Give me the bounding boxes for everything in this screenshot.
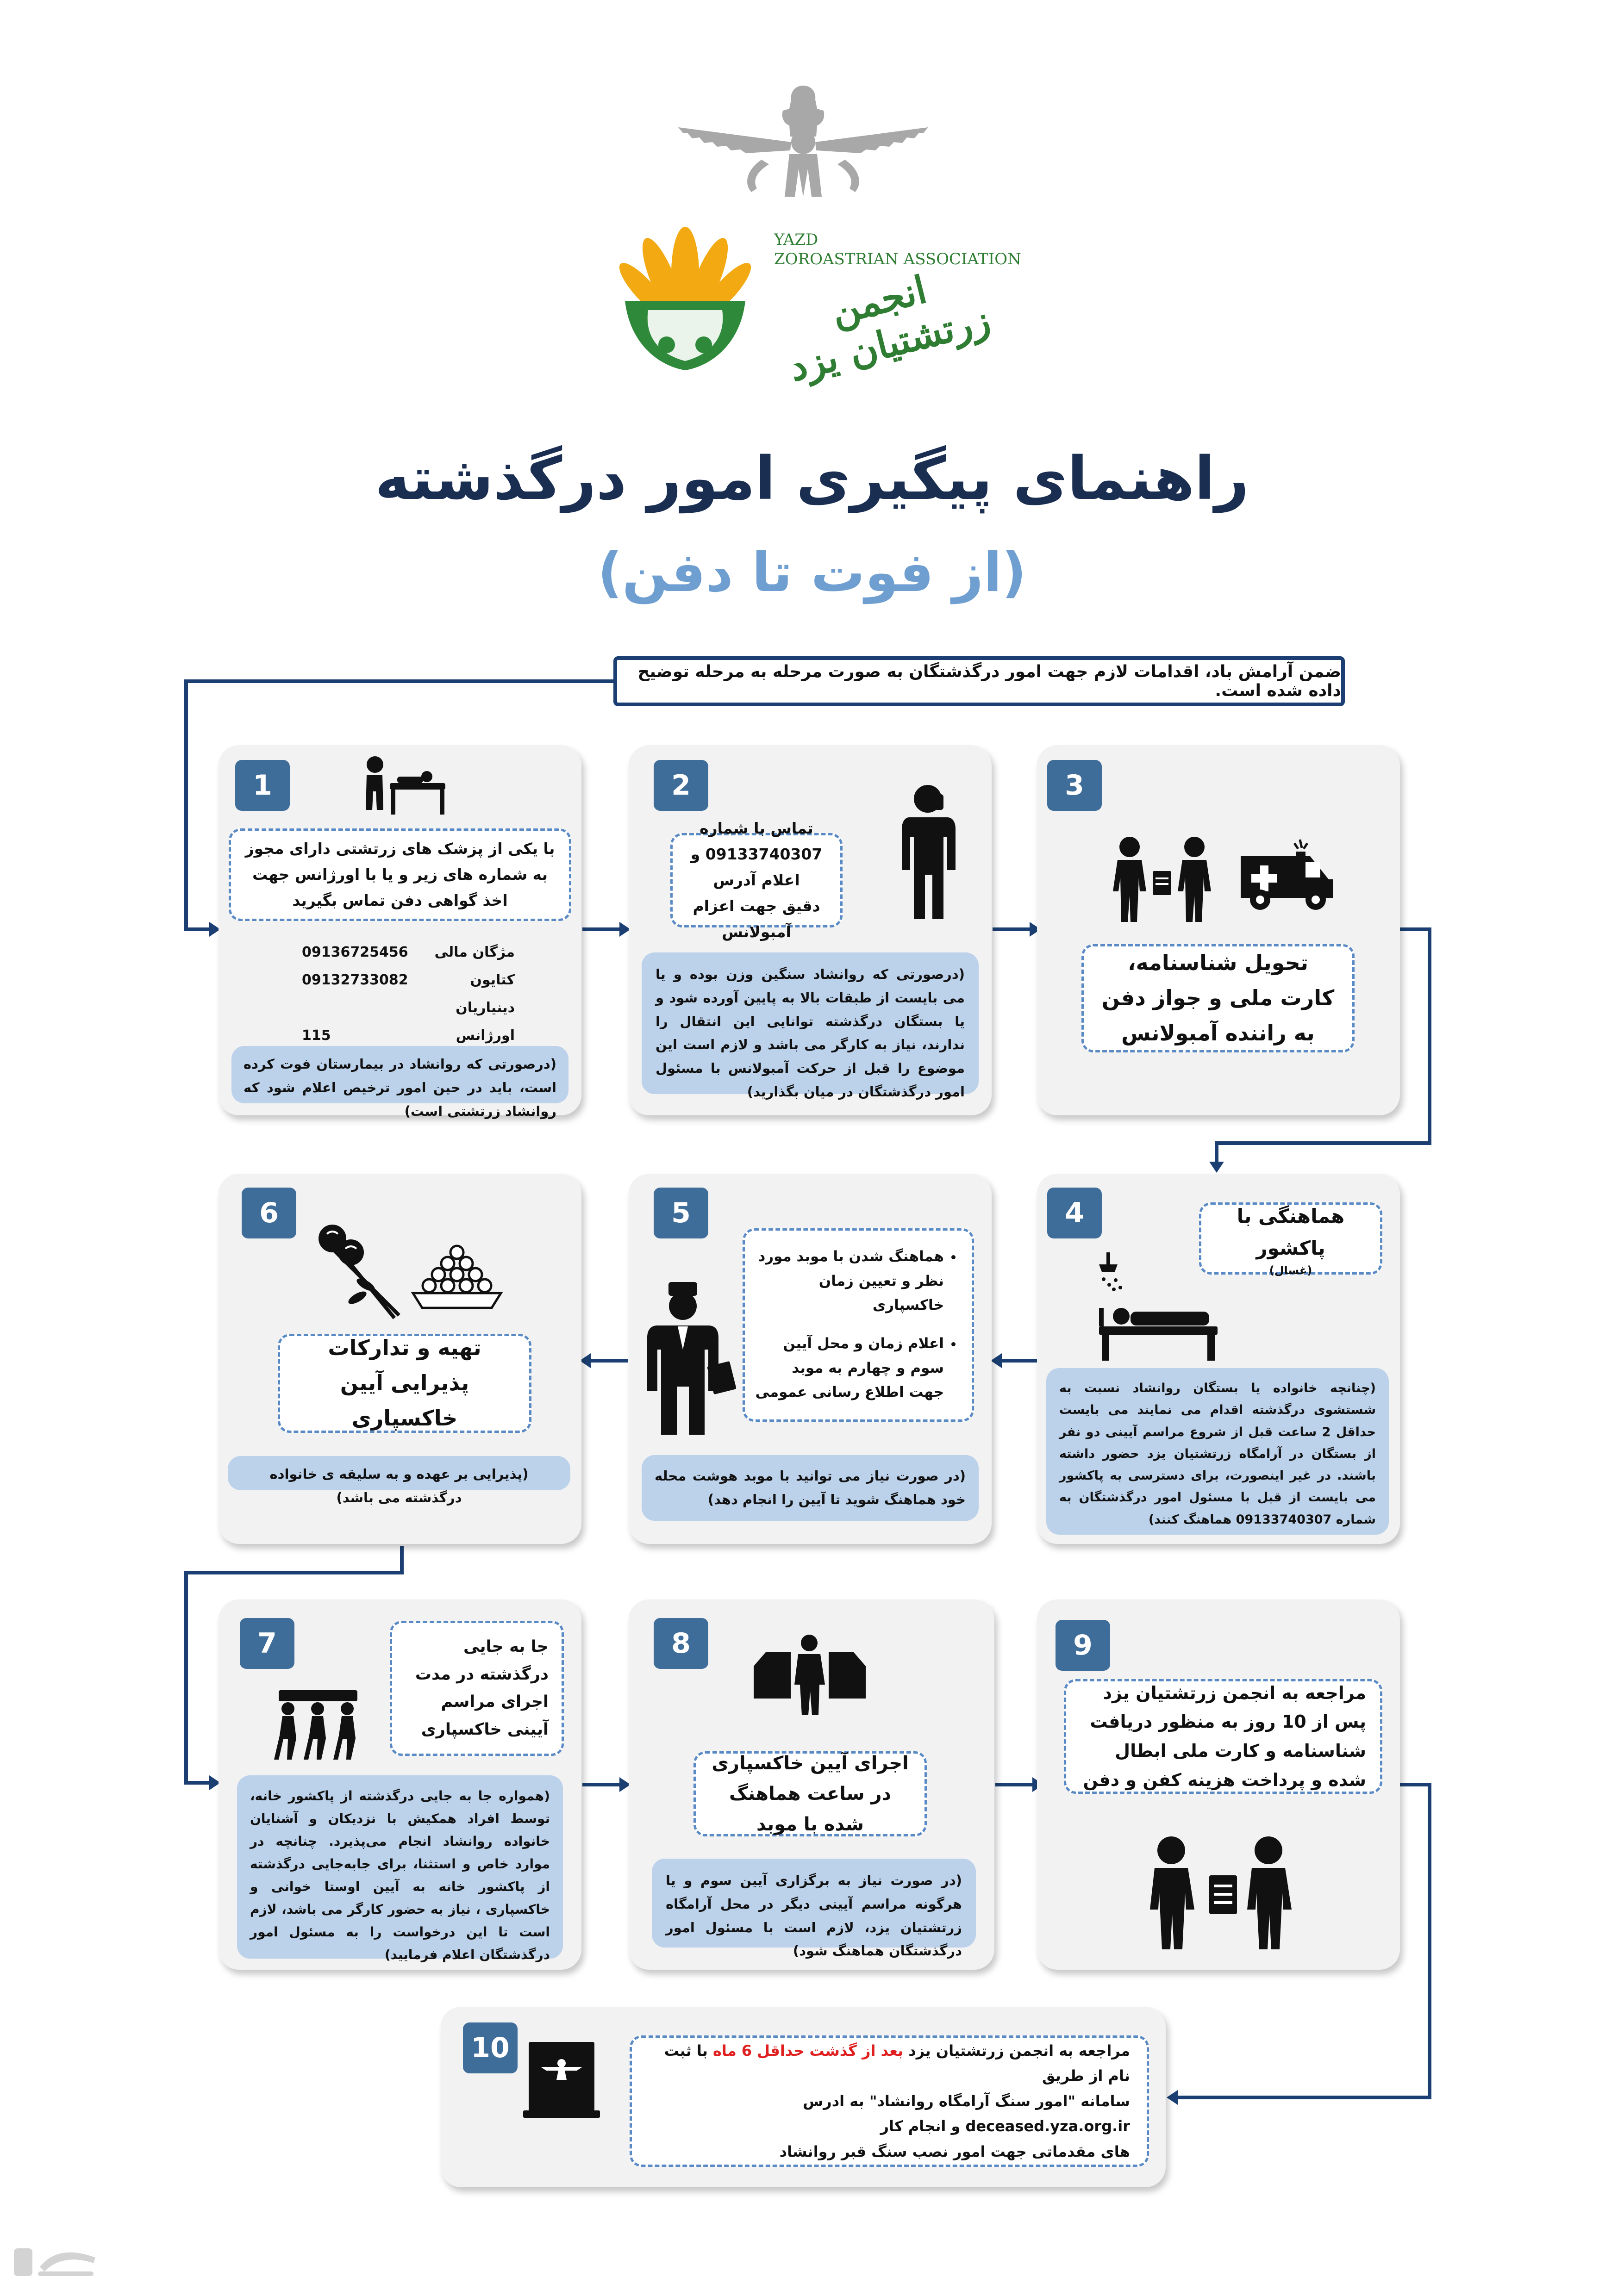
burial-mobed-icon — [752, 1634, 868, 1717]
org-name-fa: انجمن زرتشتیان یزد — [785, 267, 995, 390]
step-8-badge: 8 — [654, 1618, 708, 1669]
step-3-box: تحویل شناسنامه، کارت ملی و جواز دفن به راننده آمبولانس — [1081, 944, 1355, 1052]
step-4-badge: 4 — [1047, 1188, 1102, 1238]
step-3-card — [1037, 745, 1400, 1115]
faravahar-icon — [674, 81, 933, 201]
connector-line — [184, 1571, 404, 1574]
step-7-box: جا به جایی درگذشته در مدت اجرای مراسم آیینی خاکسپاری — [390, 1621, 564, 1756]
step-5-card — [629, 1174, 992, 1544]
connector-line — [1428, 1783, 1431, 2099]
handover-people-icon — [1102, 836, 1227, 924]
connector-line — [184, 1571, 188, 1785]
step-5-bullet: • هماهنگ شدن با موبد مورد نظر و تعیین زمان خاکسپاری — [754, 1244, 944, 1318]
step-2-box-line2: 09133740307 و اعلام آدرس — [690, 845, 823, 889]
step-2-note: (درصورتی که روانشاد سنگین وزن بوده و یا می بایست از طبقات بالا به پایین آورده شود و یا بستگان درگذشته توانایی این انتقال را ندارند، نیاز به کارگر می باشد و لازم است این موضوع را قبل از حرکت آمبولانس با مسئول امور درگذشتگان در میان بگذارید) — [642, 952, 979, 1094]
step-4-box — [1199, 1202, 1382, 1275]
contact-name: کتایون دینیاریان — [456, 972, 515, 1016]
priest-mobed-icon — [639, 1280, 736, 1437]
step-8-note: (در صورت نیاز به برگزاری آیین سوم و یا هرگونه مراسم آیینی دیگر در محل آرامگاه زرتشتیان یزد، لازم است با مسئول امور درگذشتگان هماهنگ شود) — [652, 1859, 976, 1948]
step-5-badge: 5 — [654, 1188, 708, 1238]
connector-line — [1400, 1783, 1431, 1786]
step-5-bullet: • اعلام زمان و محل آیین سوم و چهارم به موبد جهت اطلاع رسانی عمومی — [754, 1332, 944, 1405]
connector-line — [400, 1546, 404, 1574]
step-10-card — [441, 2007, 1166, 2187]
contact-row — [302, 966, 515, 1022]
contact-phone: 09132733082 — [302, 972, 408, 988]
connector-line — [184, 679, 613, 683]
contact-name: مژگان مالی — [434, 944, 515, 960]
step-7-note: (همواره جا به جایی درگذشته از پاکشور خانه، توسط افراد همکیش با نزدیکان و آشنایان خانواده روانشاد انجام می‌پذیرد. چنانچه در موارد خاص و استثنا، برای جابه‌جایی درگذشته از پاکشور خانه به آیین اوستا خوانی و خاکسپاری ، نیاز به حضور کارگر می باشد، لازم است تا این درخواست را به مسئول امور درگذشتگان اعلام فرمایید) — [237, 1775, 563, 1959]
roses-icon — [306, 1220, 413, 1322]
step-1-box: با یکی از پزشک های زرتشتی دارای مجوز به شماره های زیر و یا با اورژانس جهت اخذ گواهی دفن تماس بگیرید — [229, 828, 571, 921]
step-1-badge: 1 — [235, 760, 290, 811]
patient-bed-icon — [353, 754, 450, 819]
step-5-box — [743, 1228, 974, 1422]
connector-line — [582, 1783, 622, 1786]
step-2-box — [670, 819, 843, 941]
connector-arrow — [1167, 2090, 1178, 2105]
association-emblem-icon — [616, 222, 755, 375]
step-7-card — [219, 1599, 581, 1970]
step-10-line3: های مقدماتی جهت امور نصب سنگ قبر روانشاد — [779, 2142, 1130, 2160]
connector-line — [1000, 1359, 1037, 1363]
step-6-note: (پذیرایی بر عهده و به سلیقه ی خانواده درگذشته می باشد) — [228, 1456, 570, 1490]
page-subtitle: (از فوت تا دفن) — [598, 541, 1026, 604]
step-4-note: (چنانچه خانواده یا بستگان روانشاد نسبت به شستشوی درگذشته اقدام می نمایند می بایست حداقل 2 ساعت قبل از شروع مراسم آیینی دو نفر از بستگان در آرامگاه زرتشتیان یزد حضور داشته باشند. در غیر اینصورت، برای دسترسی به پاکشور می بایست از قبل با مسئول امور درگذشتگان به شماره 09133740307 هماهنگ کنند) — [1046, 1368, 1389, 1535]
step-2-box-line1: تماس با شماره — [700, 819, 813, 837]
phone-call-person-icon — [897, 782, 962, 921]
step-1-card — [219, 745, 581, 1119]
org-name-en-line2: ZOROASTRIAN ASSOCIATION — [774, 250, 1021, 268]
connector-line — [582, 927, 622, 931]
step-10-box — [630, 2035, 1149, 2167]
contact-phone: 09136725456 — [302, 944, 408, 960]
step-2-badge: 2 — [654, 760, 708, 811]
ambulance-icon — [1236, 838, 1338, 912]
connector-line — [184, 1781, 212, 1785]
org-name-en-line1: YAZD — [774, 230, 818, 249]
step-4-card — [1037, 1174, 1400, 1544]
step-1-note: (درصورتی که روانشاد در بیمارستان فوت کرده است، باید در حین امور ترخیص اعلام شود که روانشاد زرتشتی است) — [231, 1046, 568, 1103]
step-2-box-line3: دقیق جهت اعزام آمبولانس — [693, 897, 820, 941]
step-10-line2: سامانه "امور سنگ آرامگاه روانشاد" به ادرس deceased.yza.org.ir و انجام کار — [803, 2092, 1130, 2135]
handover-documents-icon — [1134, 1836, 1305, 1951]
contact-row — [302, 1022, 515, 1050]
step-8-box: اجرای آیین خاکسپاری در ساعت هماهنگ شده با موبد — [693, 1751, 927, 1836]
intro-banner: ضمن آرامش باد، اقدامات لازم جهت امور درگذشتگان به صورت مرحله به مرحله توضیح داده شده است. — [613, 656, 1345, 706]
step-9-box: مراجعه به انجمن زرتشتیان یزد پس از 10 روز به منظور دریافت شناسنامه و کارت ملی ابطال شده و پرداخت هزینه کفن و دفن — [1064, 1679, 1382, 1794]
contact-name: اورژانس — [456, 1027, 515, 1044]
connector-line — [1215, 1141, 1431, 1145]
connector-line — [589, 1359, 628, 1363]
contact-row — [302, 939, 515, 966]
step-10-badge: 10 — [463, 2022, 518, 2073]
connector-line — [184, 679, 188, 931]
connector-line — [995, 1783, 1035, 1786]
pallbearers-icon — [269, 1687, 367, 1761]
step-5-note: (در صورت نیاز می توانید با موبد هوشت محله خود هماهنگ شوید تا آیین را انجام دهد) — [642, 1455, 979, 1521]
step-5-bullet-list — [754, 1244, 962, 1419]
page-title: راهنمای پیگیری امور درگذشته — [375, 444, 1249, 513]
step-3-badge: 3 — [1047, 760, 1102, 811]
step-9-card — [1037, 1599, 1400, 1970]
step-10-highlight: بعد از گذشت حداقل 6 ماه — [713, 2042, 904, 2060]
connector-arrow — [1209, 1162, 1224, 1173]
step-10-line1-b: با ثبت نام از طریق — [664, 2042, 1130, 2085]
gravestone-icon — [522, 2037, 601, 2121]
step-10-line1 — [649, 2038, 1130, 2089]
corner-logo-icon — [12, 2239, 100, 2285]
contact-phone: 115 — [302, 1027, 331, 1044]
step-2-card — [629, 745, 992, 1115]
step-4-box-sub: (غسال) — [1269, 1264, 1312, 1277]
step-7-badge: 7 — [240, 1618, 294, 1669]
step-6-card — [219, 1174, 581, 1544]
sweets-tray-icon — [408, 1243, 506, 1313]
step-4-box-title: هماهنگی با پاکشور — [1237, 1204, 1345, 1259]
step-8-card — [629, 1599, 994, 1970]
connector-arrow — [991, 1353, 1002, 1368]
connector-line — [184, 927, 212, 931]
connector-line — [1398, 927, 1431, 931]
connector-line — [1215, 1141, 1218, 1164]
connector-line — [1428, 927, 1431, 1145]
step-10-line1-a: مراجعه به انجمن زرتشتیان یزد — [903, 2042, 1130, 2060]
contact-list — [302, 939, 515, 1050]
washing-body-icon — [1093, 1243, 1222, 1363]
step-9-badge: 9 — [1056, 1620, 1110, 1671]
step-6-box: تهیه و تدارکات پذیرایی آیین خاکسپاری — [278, 1334, 531, 1433]
step-6-badge: 6 — [242, 1188, 296, 1238]
connector-line — [1176, 2096, 1431, 2099]
connector-line — [993, 927, 1032, 931]
